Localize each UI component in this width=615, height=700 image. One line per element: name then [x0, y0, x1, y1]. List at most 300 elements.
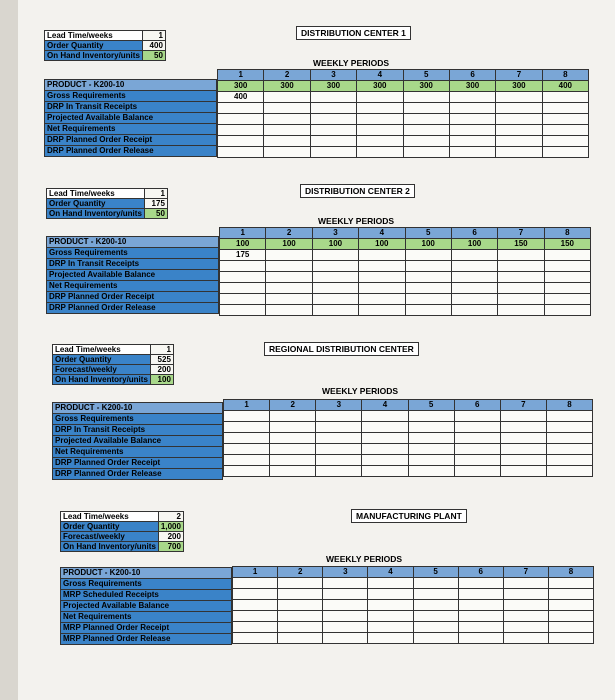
grid-cell	[266, 261, 312, 272]
grid-cell	[233, 589, 278, 600]
param-label: On Hand Inventory/units	[53, 375, 151, 385]
grid-cell	[264, 125, 310, 136]
grid-cell	[451, 272, 497, 283]
grid-cell	[496, 125, 542, 136]
grid-cell	[218, 114, 264, 125]
grid-cell	[403, 114, 449, 125]
grid-cell	[368, 611, 413, 622]
week-cell: 8	[546, 400, 592, 411]
grid-cell	[233, 578, 278, 589]
grid-cell	[451, 294, 497, 305]
param-value: 200	[158, 532, 183, 542]
grid-cell: 175	[220, 250, 266, 261]
grid-cell	[264, 92, 310, 103]
grid-cell: 300	[496, 81, 542, 92]
grid-cell	[454, 455, 500, 466]
param-value: 1	[150, 345, 173, 355]
grid-cell: 100	[451, 239, 497, 250]
param-label: Lead Time/weeks	[61, 512, 159, 522]
grid-cell	[310, 147, 356, 158]
row-labels	[52, 402, 223, 480]
grid-cell	[368, 600, 413, 611]
grid-cell	[458, 622, 503, 633]
product-label: PRODUCT - K200-10	[47, 237, 219, 248]
grid-cell	[220, 294, 266, 305]
week-cell: 4	[357, 70, 403, 81]
row-label: DRP Planned Order Release	[45, 146, 217, 157]
product-label: PRODUCT - K200-10	[45, 80, 217, 91]
grid-cell	[544, 250, 590, 261]
grid-cell	[359, 250, 405, 261]
grid-cell	[413, 600, 458, 611]
grid-cell	[270, 466, 316, 477]
param-value: 50	[142, 51, 165, 61]
grid-cell	[312, 294, 358, 305]
week-cell: 6	[451, 228, 497, 239]
product-label: PRODUCT - K200-10	[61, 568, 232, 579]
grid-cell	[310, 125, 356, 136]
grid-cell	[544, 272, 590, 283]
grid-cell	[357, 125, 403, 136]
grid-cell	[449, 114, 495, 125]
grid-cell	[544, 305, 590, 316]
row-label: DRP Planned Order Release	[53, 469, 223, 480]
grid-cell	[316, 433, 362, 444]
week-cell: 4	[368, 567, 413, 578]
week-cell: 2	[270, 400, 316, 411]
grid-cell	[458, 578, 503, 589]
grid-cell	[449, 92, 495, 103]
grid-cell	[323, 578, 368, 589]
param-label: Lead Time/weeks	[53, 345, 151, 355]
grid-cell	[496, 103, 542, 114]
grid-cell	[224, 433, 270, 444]
grid-cell	[500, 444, 546, 455]
grid-cell	[542, 147, 588, 158]
grid-cell	[405, 272, 451, 283]
grid-cell	[264, 147, 310, 158]
grid-cell: 150	[544, 239, 590, 250]
grid-cell	[500, 455, 546, 466]
grid-cell	[220, 272, 266, 283]
grid-cell	[503, 622, 548, 633]
row-label: MRP Scheduled Receipts	[61, 590, 232, 601]
grid-cell: 400	[218, 92, 264, 103]
param-label: On Hand Inventory/units	[47, 209, 145, 219]
grid-cell	[359, 294, 405, 305]
grid-cell	[233, 600, 278, 611]
param-label: Lead Time/weeks	[45, 31, 143, 41]
grid-cell	[503, 600, 548, 611]
grid-cell	[316, 422, 362, 433]
grid-cell	[270, 411, 316, 422]
grid-cell: 100	[220, 239, 266, 250]
section-title: DISTRIBUTION CENTER 1	[296, 26, 411, 40]
section-title: REGIONAL DISTRIBUTION CENTER	[264, 342, 419, 356]
grid-cell	[224, 466, 270, 477]
row-label: Projected Available Balance	[61, 601, 232, 612]
grid-cell	[405, 261, 451, 272]
grid-cell	[454, 433, 500, 444]
grid-cell	[413, 633, 458, 644]
grid-cell	[498, 250, 544, 261]
week-cell: 1	[218, 70, 264, 81]
row-label: Net Requirements	[61, 612, 232, 623]
grid-cell	[403, 136, 449, 147]
row-label: Projected Available Balance	[53, 436, 223, 447]
grid-cell	[316, 411, 362, 422]
weekly-periods-label: WEEKLY PERIODS	[313, 58, 390, 68]
grid-cell	[264, 136, 310, 147]
grid-cell	[503, 578, 548, 589]
grid-cell	[498, 283, 544, 294]
grid-cell: 100	[359, 239, 405, 250]
row-label: Gross Requirements	[53, 414, 223, 425]
grid-cell	[368, 622, 413, 633]
weekly-grid	[223, 399, 593, 477]
grid-cell	[362, 422, 408, 433]
grid-cell	[500, 433, 546, 444]
week-cell: 7	[496, 70, 542, 81]
parameters-table	[46, 188, 168, 219]
grid-cell	[413, 611, 458, 622]
grid-cell	[312, 283, 358, 294]
param-value: 2	[158, 512, 183, 522]
week-cell: 6	[458, 567, 503, 578]
grid-cell	[403, 92, 449, 103]
grid-cell	[496, 92, 542, 103]
grid-cell	[264, 103, 310, 114]
grid-cell: 300	[449, 81, 495, 92]
grid-cell	[458, 633, 503, 644]
row-label: Gross Requirements	[45, 91, 217, 102]
param-label: Forecast/weekly	[53, 365, 151, 375]
week-cell: 2	[278, 567, 323, 578]
grid-cell	[323, 633, 368, 644]
param-label: Order Quantity	[45, 41, 143, 51]
grid-cell	[220, 305, 266, 316]
grid-cell: 300	[357, 81, 403, 92]
grid-cell	[224, 411, 270, 422]
grid-cell	[451, 283, 497, 294]
row-label: MRP Planned Order Receipt	[61, 623, 232, 634]
param-value: 100	[150, 375, 173, 385]
week-cell: 1	[220, 228, 266, 239]
grid-cell	[323, 589, 368, 600]
param-value: 525	[150, 355, 173, 365]
week-cell: 2	[266, 228, 312, 239]
grid-cell	[408, 466, 454, 477]
grid-cell	[359, 305, 405, 316]
grid-cell	[224, 422, 270, 433]
grid-cell	[548, 611, 593, 622]
grid-cell	[408, 433, 454, 444]
grid-cell	[449, 103, 495, 114]
week-cell: 4	[362, 400, 408, 411]
grid-cell	[413, 589, 458, 600]
row-label: DRP Planned Order Release	[47, 303, 219, 314]
param-value: 400	[142, 41, 165, 51]
row-label: DRP In Transit Receipts	[47, 259, 219, 270]
grid-cell	[266, 250, 312, 261]
param-label: Order Quantity	[61, 522, 159, 532]
grid-cell	[323, 611, 368, 622]
row-label: DRP Planned Order Receipt	[53, 458, 223, 469]
param-label: Order Quantity	[53, 355, 151, 365]
grid-cell	[312, 272, 358, 283]
param-value: 175	[144, 199, 167, 209]
grid-cell	[362, 466, 408, 477]
grid-cell	[359, 272, 405, 283]
grid-cell	[270, 444, 316, 455]
weekly-periods-label: WEEKLY PERIODS	[318, 216, 395, 226]
grid-cell	[413, 622, 458, 633]
grid-cell: 300	[310, 81, 356, 92]
grid-cell	[408, 444, 454, 455]
grid-cell	[451, 305, 497, 316]
grid-cell: 300	[218, 81, 264, 92]
grid-cell	[408, 411, 454, 422]
grid-cell	[500, 411, 546, 422]
week-cell: 8	[544, 228, 590, 239]
week-cell: 6	[454, 400, 500, 411]
param-value: 1,000	[158, 522, 183, 532]
grid-cell	[449, 136, 495, 147]
week-cell: 3	[316, 400, 362, 411]
week-cell: 8	[548, 567, 593, 578]
grid-cell	[454, 444, 500, 455]
grid-cell	[458, 589, 503, 600]
grid-cell	[220, 283, 266, 294]
grid-cell	[496, 114, 542, 125]
grid-cell	[270, 433, 316, 444]
grid-cell	[451, 261, 497, 272]
week-cell: 6	[449, 70, 495, 81]
row-label: DRP In Transit Receipts	[45, 102, 217, 113]
grid-cell	[266, 294, 312, 305]
grid-cell	[362, 455, 408, 466]
grid-cell	[542, 114, 588, 125]
grid-cell	[357, 136, 403, 147]
grid-cell: 100	[266, 239, 312, 250]
grid-cell	[266, 283, 312, 294]
grid-cell	[548, 600, 593, 611]
weekly-grid	[232, 566, 594, 644]
param-value: 700	[158, 542, 183, 552]
grid-cell	[548, 633, 593, 644]
grid-cell	[278, 611, 323, 622]
grid-cell	[218, 103, 264, 114]
param-label: On Hand Inventory/units	[61, 542, 159, 552]
week-cell: 7	[500, 400, 546, 411]
week-cell: 3	[312, 228, 358, 239]
row-labels	[60, 567, 232, 645]
grid-cell	[316, 455, 362, 466]
row-label: Gross Requirements	[47, 248, 219, 259]
grid-cell	[220, 261, 266, 272]
grid-cell	[408, 455, 454, 466]
grid-cell	[546, 444, 592, 455]
param-value: 50	[144, 209, 167, 219]
grid-cell	[454, 466, 500, 477]
week-cell: 2	[264, 70, 310, 81]
grid-cell	[278, 633, 323, 644]
grid-cell	[224, 444, 270, 455]
grid-cell	[316, 444, 362, 455]
grid-cell	[359, 283, 405, 294]
grid-cell	[498, 305, 544, 316]
grid-cell	[548, 589, 593, 600]
grid-cell	[498, 261, 544, 272]
grid-cell	[312, 261, 358, 272]
grid-cell	[403, 103, 449, 114]
grid-cell	[403, 147, 449, 158]
grid-cell: 400	[542, 81, 588, 92]
grid-cell	[500, 466, 546, 477]
grid-cell	[405, 294, 451, 305]
grid-cell	[542, 92, 588, 103]
grid-cell	[496, 136, 542, 147]
grid-cell	[323, 622, 368, 633]
grid-cell	[546, 433, 592, 444]
grid-cell	[278, 622, 323, 633]
grid-cell	[233, 633, 278, 644]
grid-cell	[362, 433, 408, 444]
grid-cell	[310, 114, 356, 125]
grid-cell	[233, 622, 278, 633]
grid-cell	[233, 611, 278, 622]
grid-cell	[454, 422, 500, 433]
row-label: Net Requirements	[53, 447, 223, 458]
grid-cell	[503, 633, 548, 644]
grid-cell	[548, 578, 593, 589]
param-label: Lead Time/weeks	[47, 189, 145, 199]
grid-cell	[357, 114, 403, 125]
param-value: 1	[142, 31, 165, 41]
grid-cell	[266, 305, 312, 316]
product-label: PRODUCT - K200-10	[53, 403, 223, 414]
row-label: Projected Available Balance	[45, 113, 217, 124]
grid-cell	[362, 411, 408, 422]
parameters-table	[44, 30, 166, 61]
week-cell: 8	[542, 70, 588, 81]
week-cell: 4	[359, 228, 405, 239]
grid-cell: 100	[405, 239, 451, 250]
grid-cell	[405, 283, 451, 294]
grid-cell	[359, 261, 405, 272]
section-title: DISTRIBUTION CENTER 2	[300, 184, 415, 198]
grid-cell	[357, 147, 403, 158]
grid-cell	[546, 455, 592, 466]
row-label: Gross Requirements	[61, 579, 232, 590]
grid-cell: 100	[312, 239, 358, 250]
grid-cell	[270, 455, 316, 466]
grid-cell	[403, 125, 449, 136]
row-label: DRP Planned Order Receipt	[47, 292, 219, 303]
grid-cell	[357, 92, 403, 103]
grid-cell	[323, 600, 368, 611]
grid-cell	[368, 578, 413, 589]
grid-cell	[312, 250, 358, 261]
row-label: Projected Available Balance	[47, 270, 219, 281]
week-cell: 7	[503, 567, 548, 578]
grid-cell	[278, 589, 323, 600]
parameters-table	[60, 511, 184, 552]
row-labels	[46, 236, 219, 314]
grid-cell	[454, 411, 500, 422]
week-cell: 3	[323, 567, 368, 578]
grid-cell	[449, 125, 495, 136]
grid-cell	[451, 250, 497, 261]
spreadsheet-photo	[18, 0, 615, 700]
grid-cell	[362, 444, 408, 455]
row-label: Net Requirements	[45, 124, 217, 135]
grid-cell	[312, 305, 358, 316]
grid-cell	[546, 466, 592, 477]
grid-cell	[498, 294, 544, 305]
grid-cell	[496, 147, 542, 158]
section-title: MANUFACTURING PLANT	[351, 509, 467, 523]
weekly-periods-label: WEEKLY PERIODS	[322, 386, 399, 396]
param-label: Forecast/weekly	[61, 532, 159, 542]
param-value: 200	[150, 365, 173, 375]
grid-cell: 150	[498, 239, 544, 250]
grid-cell	[270, 422, 316, 433]
grid-cell	[413, 578, 458, 589]
week-cell: 7	[498, 228, 544, 239]
grid-cell	[310, 92, 356, 103]
grid-cell	[218, 125, 264, 136]
grid-cell	[544, 261, 590, 272]
param-label: On Hand Inventory/units	[45, 51, 143, 61]
grid-cell	[500, 422, 546, 433]
row-label: Net Requirements	[47, 281, 219, 292]
grid-cell	[218, 136, 264, 147]
grid-cell	[368, 589, 413, 600]
grid-cell	[357, 103, 403, 114]
week-cell: 5	[413, 567, 458, 578]
row-label: DRP Planned Order Receipt	[45, 135, 217, 146]
grid-cell	[266, 272, 312, 283]
grid-cell	[405, 305, 451, 316]
grid-cell	[458, 600, 503, 611]
grid-cell	[449, 147, 495, 158]
week-cell: 5	[405, 228, 451, 239]
grid-cell	[546, 422, 592, 433]
grid-cell	[542, 136, 588, 147]
grid-cell	[405, 250, 451, 261]
grid-cell	[278, 600, 323, 611]
row-label: MRP Planned Order Release	[61, 634, 232, 645]
grid-cell: 300	[264, 81, 310, 92]
weekly-grid	[217, 69, 589, 158]
grid-cell	[544, 294, 590, 305]
grid-cell	[544, 283, 590, 294]
parameters-table	[52, 344, 174, 385]
week-cell: 1	[233, 567, 278, 578]
param-value: 1	[144, 189, 167, 199]
grid-cell	[503, 589, 548, 600]
grid-cell	[542, 125, 588, 136]
grid-cell	[546, 411, 592, 422]
week-cell: 5	[403, 70, 449, 81]
grid-cell	[264, 114, 310, 125]
grid-cell	[316, 466, 362, 477]
grid-cell	[310, 136, 356, 147]
grid-cell	[224, 455, 270, 466]
grid-cell	[218, 147, 264, 158]
grid-cell	[458, 611, 503, 622]
